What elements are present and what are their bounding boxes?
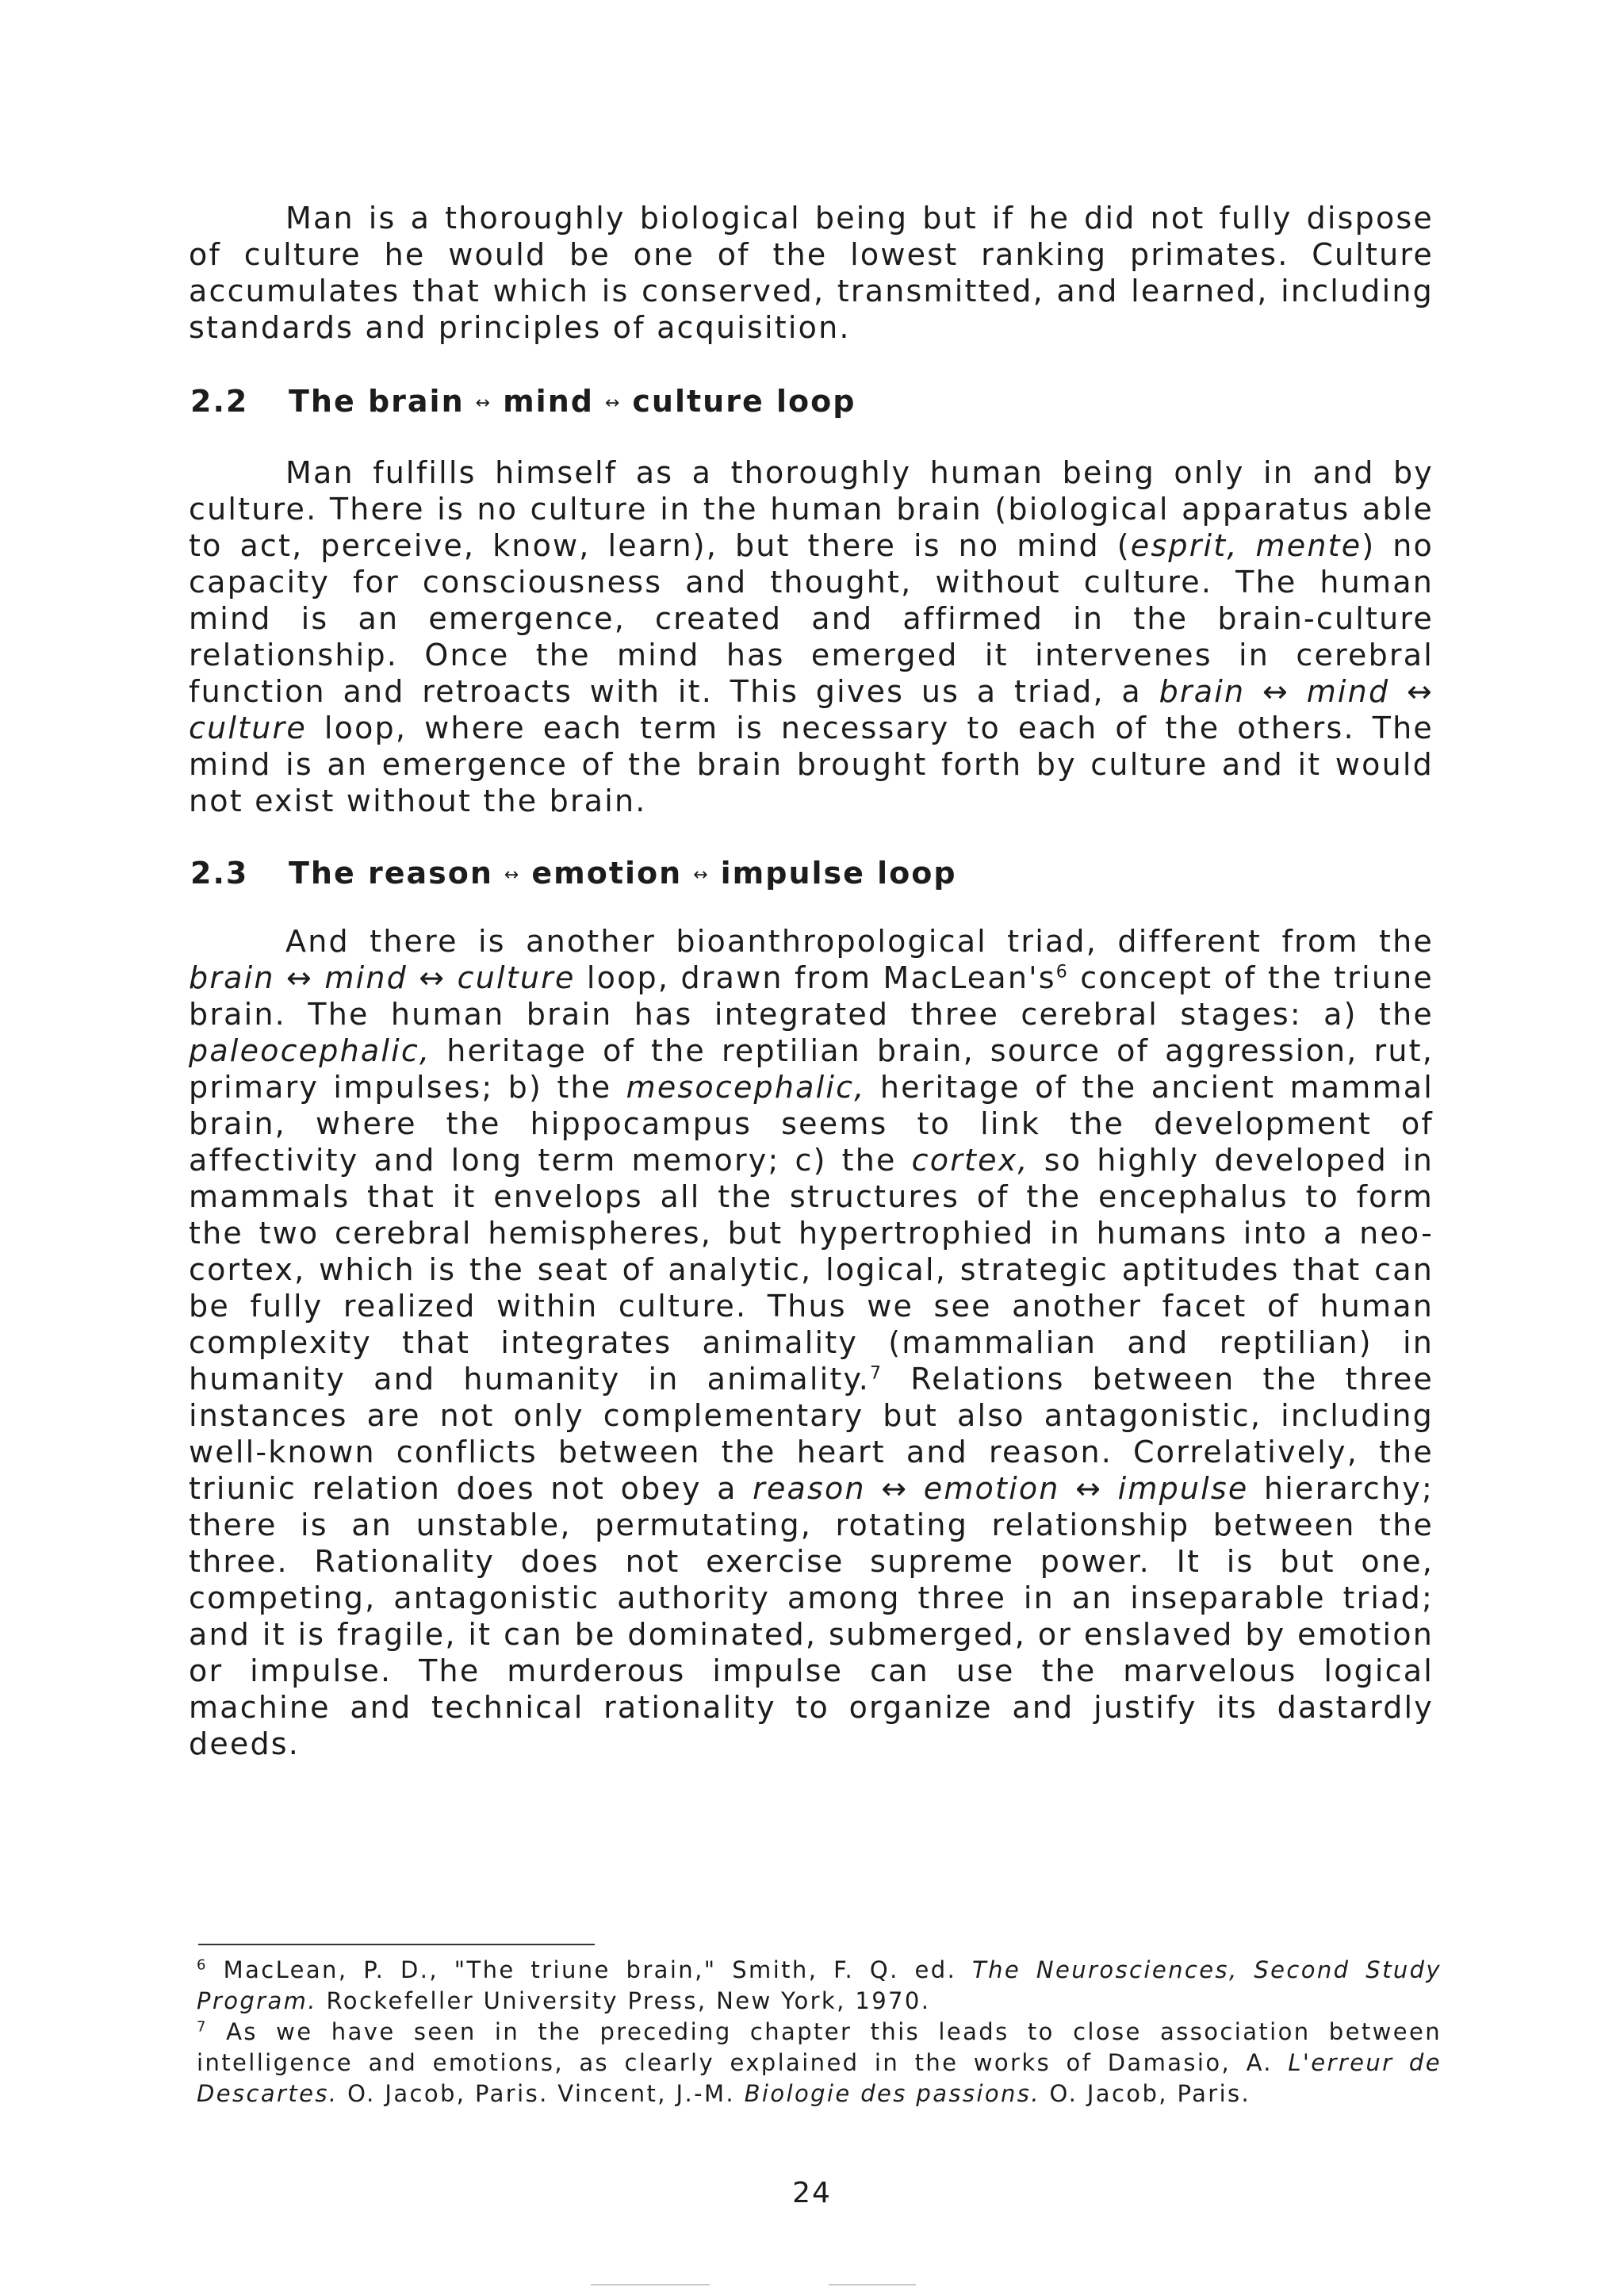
scan-artifact — [829, 2284, 916, 2285]
italic-text: reason ↔ emotion ↔ impulse — [753, 1471, 1249, 1506]
footnote-text: As we have seen in the preceding chapter this leads to close association between intelligence and emotions, as clearly explained in the works of Damasio, A. — [197, 2018, 1442, 2076]
footnote-7 — [197, 2017, 1442, 2109]
heading-word: The reason — [289, 856, 493, 891]
paragraph-triune-brain — [189, 923, 1434, 1762]
italic-text: cortex, — [911, 1143, 1029, 1178]
paragraph-text: Man fulfills himself as a thoroughly human being only in and by culture. There is no culture in the human brain (biological apparatus able to act, perceive, know, learn), but there is no mind ( — [189, 455, 1434, 563]
bidirectional-arrow-icon: ↔ — [693, 864, 710, 885]
bidirectional-arrow-icon: ↔ — [604, 393, 622, 413]
paragraph-text: Man is a thoroughly biological being but if he did not fully dispose of culture he would be one of the lowest ranking primates. Culture accumulates that which is conserved, transmitted, and learned, including standards and principles of acquisition. — [189, 201, 1434, 345]
paragraph-text: ) no capacity for consciousness and thought, without culture. The human mind is an emergence, created and affirmed in the brain-culture relationship. Once the mind has emerged it intervenes in cerebral function and retroacts with it. This gives us a triad, a — [189, 528, 1434, 709]
paragraph-text: And there is another bioanthropological triad, different from the — [285, 924, 1434, 959]
scan-artifact — [591, 2284, 710, 2285]
paragraph-text: concept of the triune brain. The human brain has integrated three cerebral stages: a) the — [189, 960, 1434, 1032]
heading-word: impulse loop — [720, 856, 957, 891]
footnote-text: O. Jacob, Paris. — [1040, 2080, 1251, 2107]
section-heading-2-2 — [190, 383, 856, 422]
italic-text: esprit, mente — [1130, 528, 1362, 563]
footnote-ref[interactable]: 7 — [870, 1363, 883, 1384]
section-heading-2-3 — [190, 855, 957, 894]
heading-word: culture loop — [632, 384, 856, 419]
paragraph-text: heritage of the ancient mammal brain, where the hippocampus seems to link the development of affectivity and long term memory; c) the — [189, 1070, 1434, 1178]
paragraph-text: Relations between the three instances are not only complementary but also antagonistic, including well-known conflicts between the heart and reason. Correlatively, the triunic relation does not obey a — [189, 1362, 1434, 1506]
italic-text: The Neurosciences, Second Study Program. — [197, 1956, 1442, 2014]
paragraph-text: loop, where each term is necessary to each of the others. The mind is an emergence of the brain brought forth by culture and it would not exist without the brain. — [189, 711, 1434, 818]
italic-text: L'erreur de Descartes. — [197, 2049, 1442, 2107]
footnote-divider — [198, 1944, 595, 1945]
section-number: 2.2 — [190, 384, 249, 419]
bidirectional-arrow-icon: ↔ — [504, 864, 521, 885]
footnote-6 — [197, 1955, 1442, 2017]
page-number: 24 — [792, 2177, 832, 2209]
italic-text: Biologie des passions. — [744, 2080, 1040, 2107]
section-number: 2.3 — [190, 856, 249, 891]
paragraph-intro — [189, 200, 1434, 346]
italic-text: brain ↔ mind ↔ culture — [189, 960, 576, 995]
italic-text: paleocephalic, — [189, 1033, 431, 1068]
footnotes — [197, 1955, 1442, 2109]
paragraph-text: so highly developed in mammals that it envelops all the structures of the encephalus to form the two cerebral hemispheres, but hypertrophied in humans into a neo-cortex, which is the seat of analytic, logical, strategic aptitudes that can be fully realized within culture. Thus we see another facet of human complexity that integrates animality (mammalian and reptilian) in humanity and humanity in animality. — [189, 1143, 1434, 1397]
footnote-ref[interactable]: 6 — [1055, 962, 1069, 983]
paragraph-text: heritage of the reptilian brain, source of aggression, rut, primary impulses; b) the — [189, 1033, 1434, 1105]
footnote-text: Rockefeller University Press, New York, 1970. — [316, 1987, 931, 2014]
italic-text: brain ↔ mind ↔ culture — [189, 674, 1434, 745]
heading-word: mind — [503, 384, 594, 419]
italic-text: mesocephalic, — [626, 1070, 866, 1105]
footnote-text: O. Jacob, Paris. Vincent, J.-M. — [338, 2080, 745, 2107]
bidirectional-arrow-icon: ↔ — [475, 393, 492, 413]
footnote-text: MacLean, P. D., "The triune brain," Smith, F. Q. ed. — [207, 1956, 973, 1983]
paragraph-text: hierarchy; there is an unstable, permutating, rotating relationship between the three. Rationality does not exercise supreme power. It is but one, competing, antagonistic authority among three in an inseparable triad; and it is fragile, it can be dominated, submerged, or enslaved by emotion or impulse. The murderous impulse can use the marvelous logical machine and technical rationality to organize and justify its dastardly deeds. — [189, 1471, 1434, 1761]
paragraph-text: loop, drawn from MacLean's — [575, 960, 1056, 995]
footnote-number: 7 — [197, 2018, 208, 2036]
heading-word: emotion — [531, 856, 683, 891]
paragraph-brain-mind-culture — [189, 454, 1434, 819]
footnote-number: 6 — [197, 1956, 208, 1974]
heading-word: The brain — [289, 384, 465, 419]
